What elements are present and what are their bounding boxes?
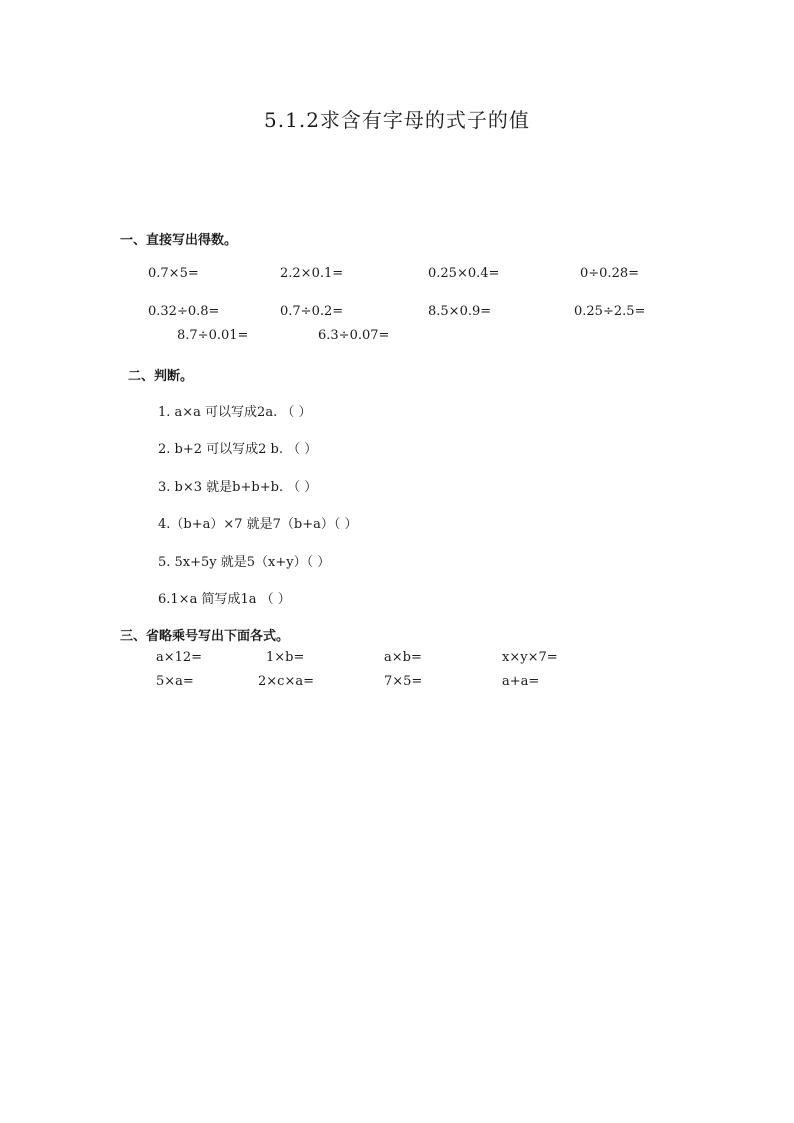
expr-item: a×12= — [156, 650, 203, 665]
calc-item: 8.7÷0.01= — [177, 328, 249, 343]
expr-item: 2×c×a= — [258, 674, 314, 689]
calc-item: 0.25×0.4= — [428, 266, 500, 281]
judge-item: 3. b×3 就是b+b+b. （ ） — [158, 480, 318, 495]
section-1-heading: 一、直接写出得数。 — [120, 233, 238, 248]
calc-item: 8.5×0.9= — [428, 304, 492, 319]
expr-item: a×b= — [384, 650, 422, 665]
expr-item: 7×5= — [384, 674, 423, 689]
page-title: 5.1.2求含有字母的式子的值 — [264, 108, 530, 132]
calc-item: 0.25÷2.5= — [574, 304, 646, 319]
section-3-heading: 三、省略乘号写出下面各式。 — [120, 629, 290, 644]
calc-item: 0.32÷0.8= — [148, 304, 220, 319]
calc-item: 0.7÷0.2= — [280, 304, 344, 319]
judge-item: 5. 5x+5y 就是5（x+y）（ ） — [158, 555, 331, 570]
section-2-heading: 二、判断。 — [128, 369, 194, 384]
calc-item: 6.3÷0.07= — [318, 328, 390, 343]
expr-item: x×y×7= — [502, 650, 558, 665]
expr-item: 1×b= — [266, 650, 305, 665]
expr-item: a+a= — [502, 674, 540, 689]
expr-item: 5×a= — [156, 674, 194, 689]
judge-item: 4.（b+a）×7 就是7（b+a）（ ） — [158, 517, 358, 532]
calc-item: 2.2×0.1= — [280, 266, 344, 281]
judge-item: 6.1×a 简写成1a （ ） — [158, 592, 291, 607]
calc-item: 0÷0.28= — [580, 266, 640, 281]
calc-item: 0.7×5= — [148, 266, 199, 281]
judge-item: 1. a×a 可以写成2a. （ ） — [158, 405, 312, 420]
judge-item: 2. b+2 可以写成2 b. （ ） — [158, 442, 318, 457]
